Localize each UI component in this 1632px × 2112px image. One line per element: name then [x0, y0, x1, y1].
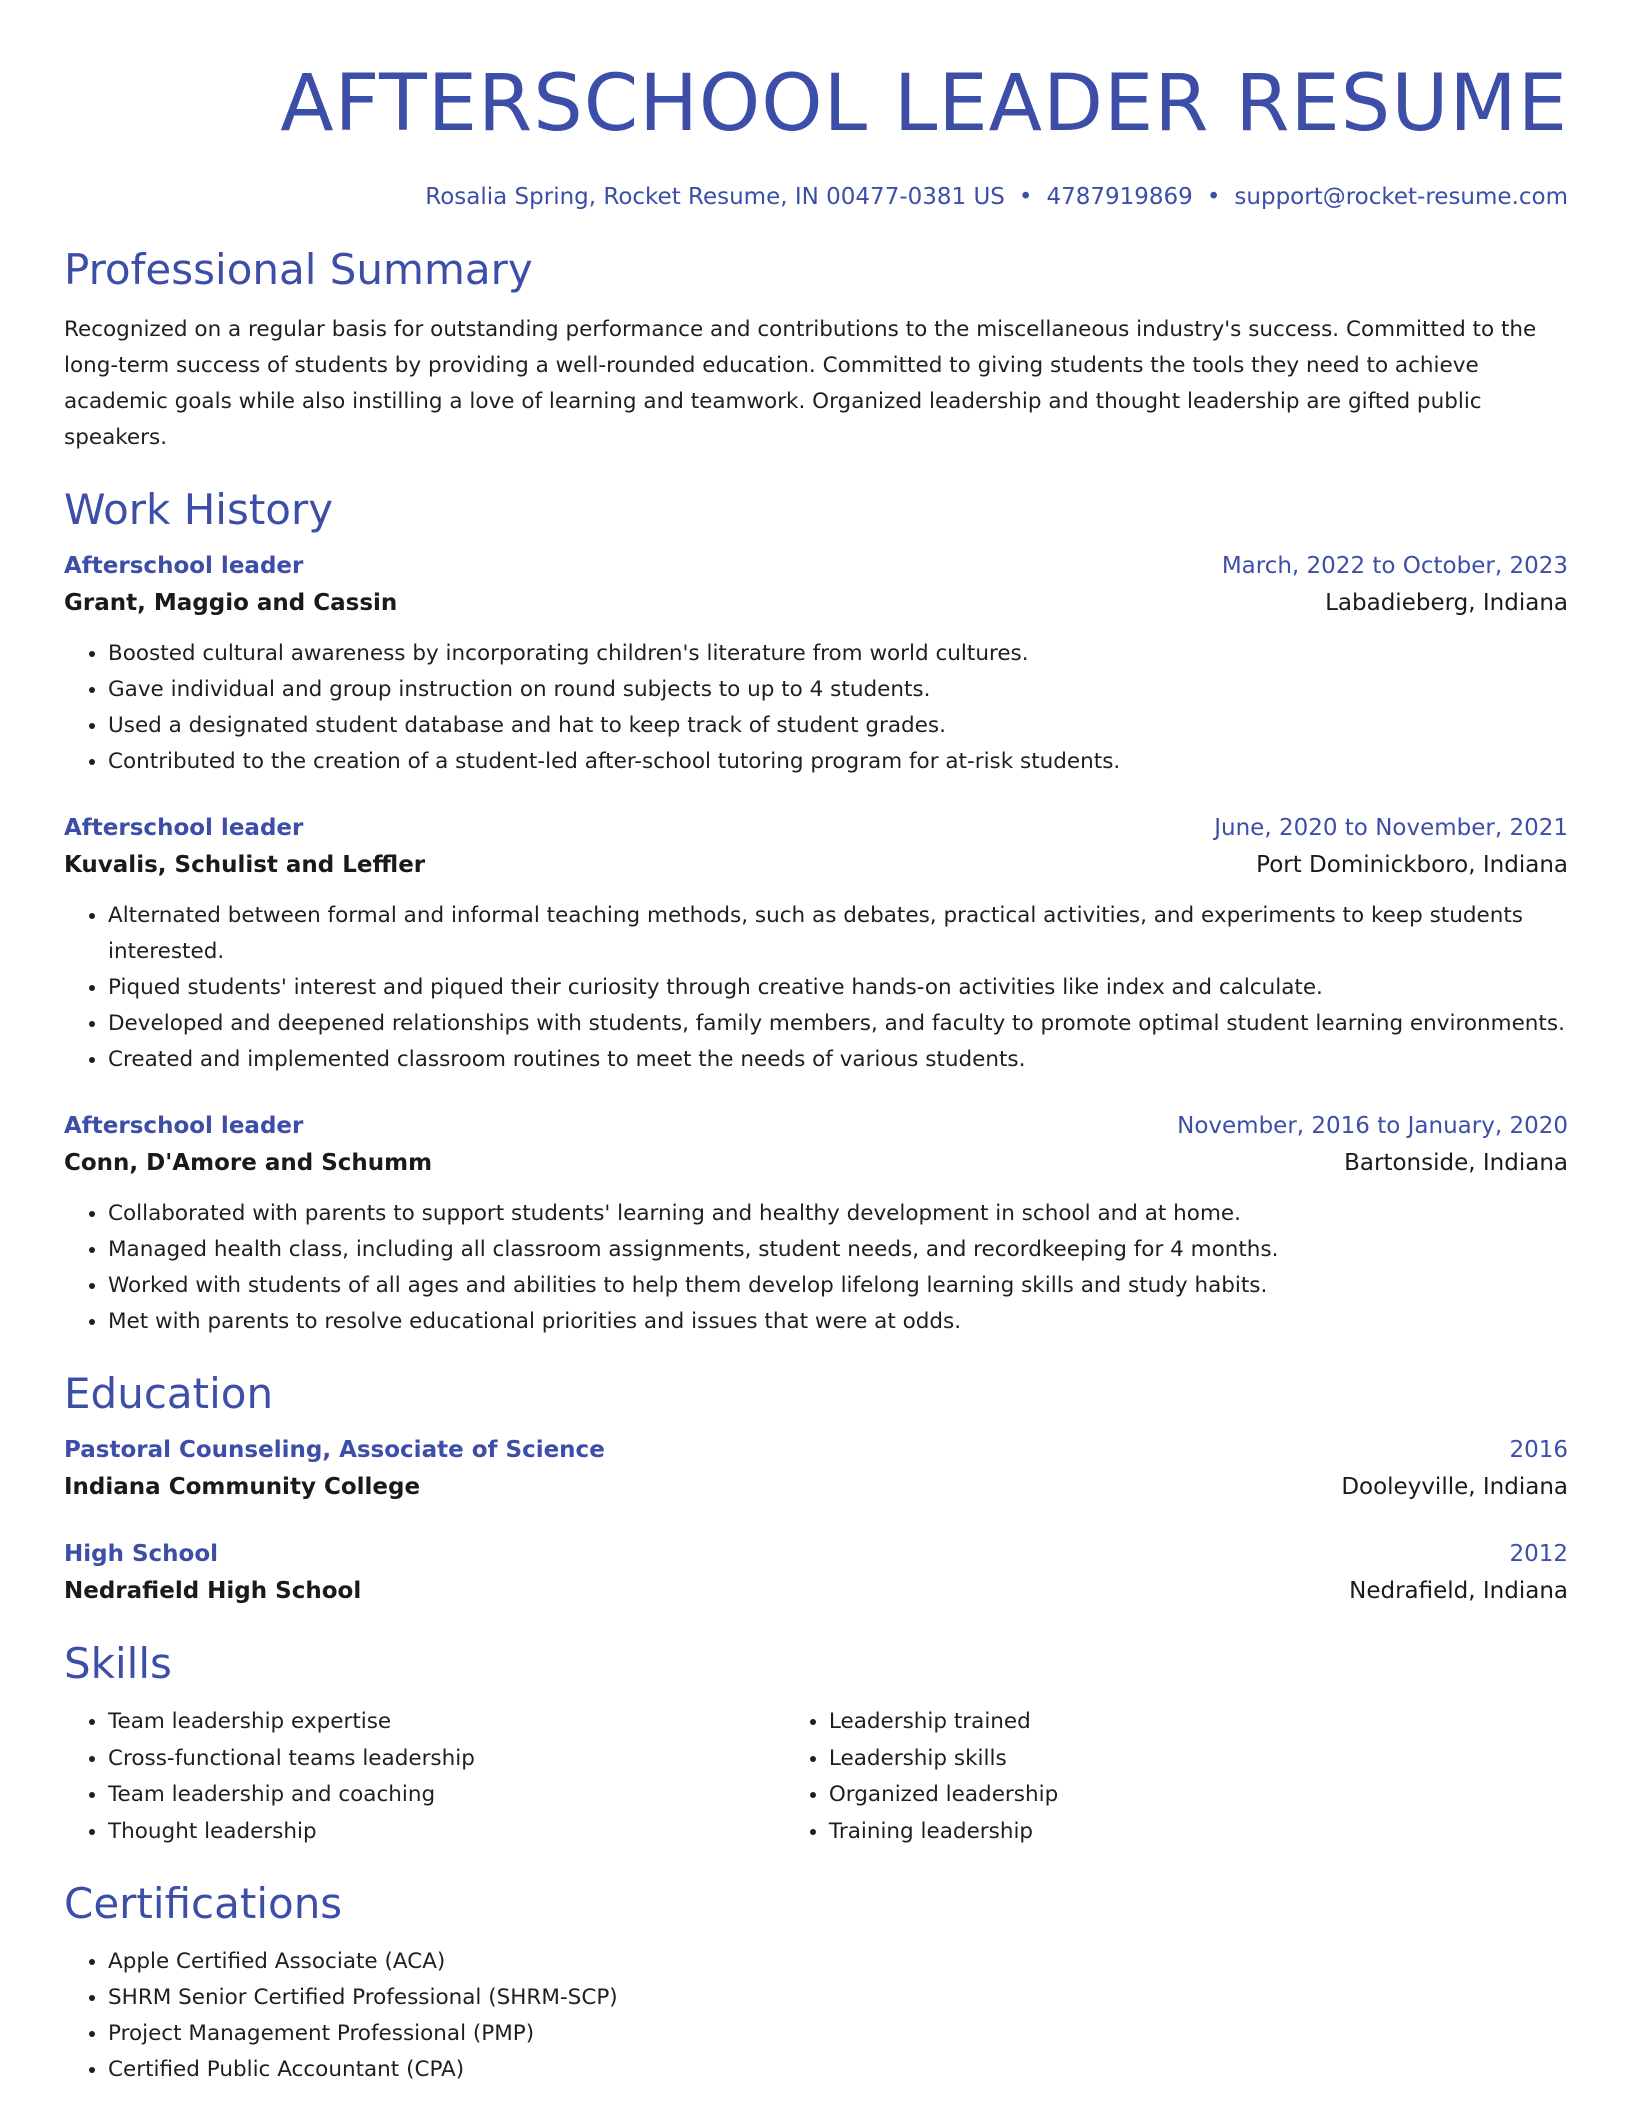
education-degree: High School — [64, 1541, 219, 1567]
job-bullet: • Alternated between formal and informal teaching methods, such as debates, practical activities, and experiments to keep students interested. — [108, 898, 1568, 970]
job-bullet: • Created and implemented classroom routines to meet the needs of various students. — [108, 1042, 1568, 1078]
job-entry — [64, 548, 1568, 780]
contact-separator: • — [1018, 184, 1033, 210]
education-heading: Education — [64, 1369, 274, 1418]
job-bullet: • Piqued students' interest and piqued their curiosity through creative hands-on activities like index and calculate. — [108, 970, 1568, 1006]
job-bullets — [64, 1196, 1568, 1340]
skills-list-right — [785, 1704, 1568, 1850]
education-entry — [64, 1432, 1568, 1506]
job-bullets — [64, 636, 1568, 780]
job-bullet: • Managed health class, including all classroom assignments, student needs, and recordkeeping for 4 months. — [108, 1232, 1568, 1268]
skills-list-left — [64, 1704, 785, 1850]
certifications-list — [64, 1944, 1568, 2088]
job-role: Afterschool leader — [64, 815, 304, 841]
certification-item: • Project Management Professional (PMP) — [108, 2016, 1568, 2052]
skill-item: • Thought leadership — [108, 1814, 785, 1851]
job-entry — [64, 1108, 1568, 1340]
certification-item: • Certified Public Accountant (CPA) — [108, 2052, 1568, 2088]
skill-item: • Training leadership — [829, 1814, 1568, 1851]
contact-separator: • — [1206, 184, 1221, 210]
job-bullet: • Met with parents to resolve educational priorities and issues that were at odds. — [108, 1304, 1568, 1340]
skill-item: • Organized leadership — [829, 1777, 1568, 1814]
job-company: Kuvalis, Schulist and Leffler — [64, 852, 426, 878]
job-bullet: • Contributed to the creation of a student-led after-school tutoring program for at-risk students. — [108, 744, 1568, 780]
education-year: 2012 — [1509, 1541, 1568, 1567]
job-bullets — [64, 898, 1568, 1078]
skills-heading: Skills — [64, 1639, 172, 1688]
job-company: Conn, D'Amore and Schumm — [64, 1150, 433, 1176]
skill-item: • Leadership skills — [829, 1741, 1568, 1778]
education-location: Nedrafield, Indiana — [1349, 1578, 1568, 1604]
contact-line — [64, 182, 1568, 212]
job-location: Labadieberg, Indiana — [1325, 590, 1568, 616]
job-dates: June, 2020 to November, 2021 — [1214, 815, 1568, 841]
job-bullet: • Collaborated with parents to support students' learning and healthy development in school and at home. — [108, 1196, 1568, 1232]
skill-item: • Leadership trained — [829, 1704, 1568, 1741]
work-history-heading: Work History — [64, 485, 334, 534]
skill-item: • Cross-functional teams leadership — [108, 1741, 785, 1778]
contact-email: support@rocket-resume.com — [1234, 184, 1568, 210]
job-dates: November, 2016 to January, 2020 — [1177, 1113, 1568, 1139]
education-school: Nedrafield High School — [64, 1578, 362, 1604]
education-degree: Pastoral Counseling, Associate of Science — [64, 1437, 605, 1463]
job-dates: March, 2022 to October, 2023 — [1221, 553, 1568, 579]
education-school: Indiana Community College — [64, 1474, 421, 1500]
certification-item: • SHRM Senior Certified Professional (SHRM-SCP) — [108, 1980, 1568, 2016]
job-role: Afterschool leader — [64, 1113, 304, 1139]
education-year: 2016 — [1509, 1437, 1568, 1463]
summary-text: Recognized on a regular basis for outstanding performance and contributions to the miscellaneous industry's success. Committed to the long-term success of students by providing a well-rounded education. Committed to giving students the tools they need to achieve academic goals while also instilling a love of learning and teamwork. Organized leadership and thought leadership are gifted public speakers. — [64, 317, 1537, 450]
job-company: Grant, Maggio and Cassin — [64, 590, 398, 616]
resume-page — [64, 0, 1568, 2088]
contact-address: Rosalia Spring, Rocket Resume, IN 00477-0381 US — [425, 184, 1005, 210]
skill-item: • Team leadership and coaching — [108, 1777, 785, 1814]
job-location: Bartonside, Indiana — [1344, 1150, 1568, 1176]
job-bullet: • Used a designated student database and hat to keep track of student grades. — [108, 708, 1568, 744]
education-location: Dooleyville, Indiana — [1341, 1474, 1568, 1500]
skills-grid — [64, 1704, 1568, 1850]
job-bullet: • Boosted cultural awareness by incorporating children's literature from world cultures. — [108, 636, 1568, 672]
job-location: Port Dominickboro, Indiana — [1256, 852, 1568, 878]
education-entry — [64, 1536, 1568, 1610]
job-bullet: • Gave individual and group instruction on round subjects to up to 4 students. — [108, 672, 1568, 708]
skill-item: • Team leadership expertise — [108, 1704, 785, 1741]
certifications-heading: Certifications — [64, 1879, 343, 1928]
job-role: Afterschool leader — [64, 553, 304, 579]
certification-item: • Apple Certified Associate (ACA) — [108, 1944, 1568, 1980]
job-bullet: • Developed and deepened relationships with students, family members, and faculty to promote optimal student learning environments. — [108, 1006, 1568, 1042]
job-bullet: • Worked with students of all ages and abilities to help them develop lifelong learning skills and study habits. — [108, 1268, 1568, 1304]
job-entry — [64, 810, 1568, 1078]
contact-phone: 4787919869 — [1046, 184, 1193, 210]
resume-title: AFTERSCHOOL LEADER RESUME — [280, 59, 1568, 149]
summary-heading: Professional Summary — [64, 245, 533, 294]
